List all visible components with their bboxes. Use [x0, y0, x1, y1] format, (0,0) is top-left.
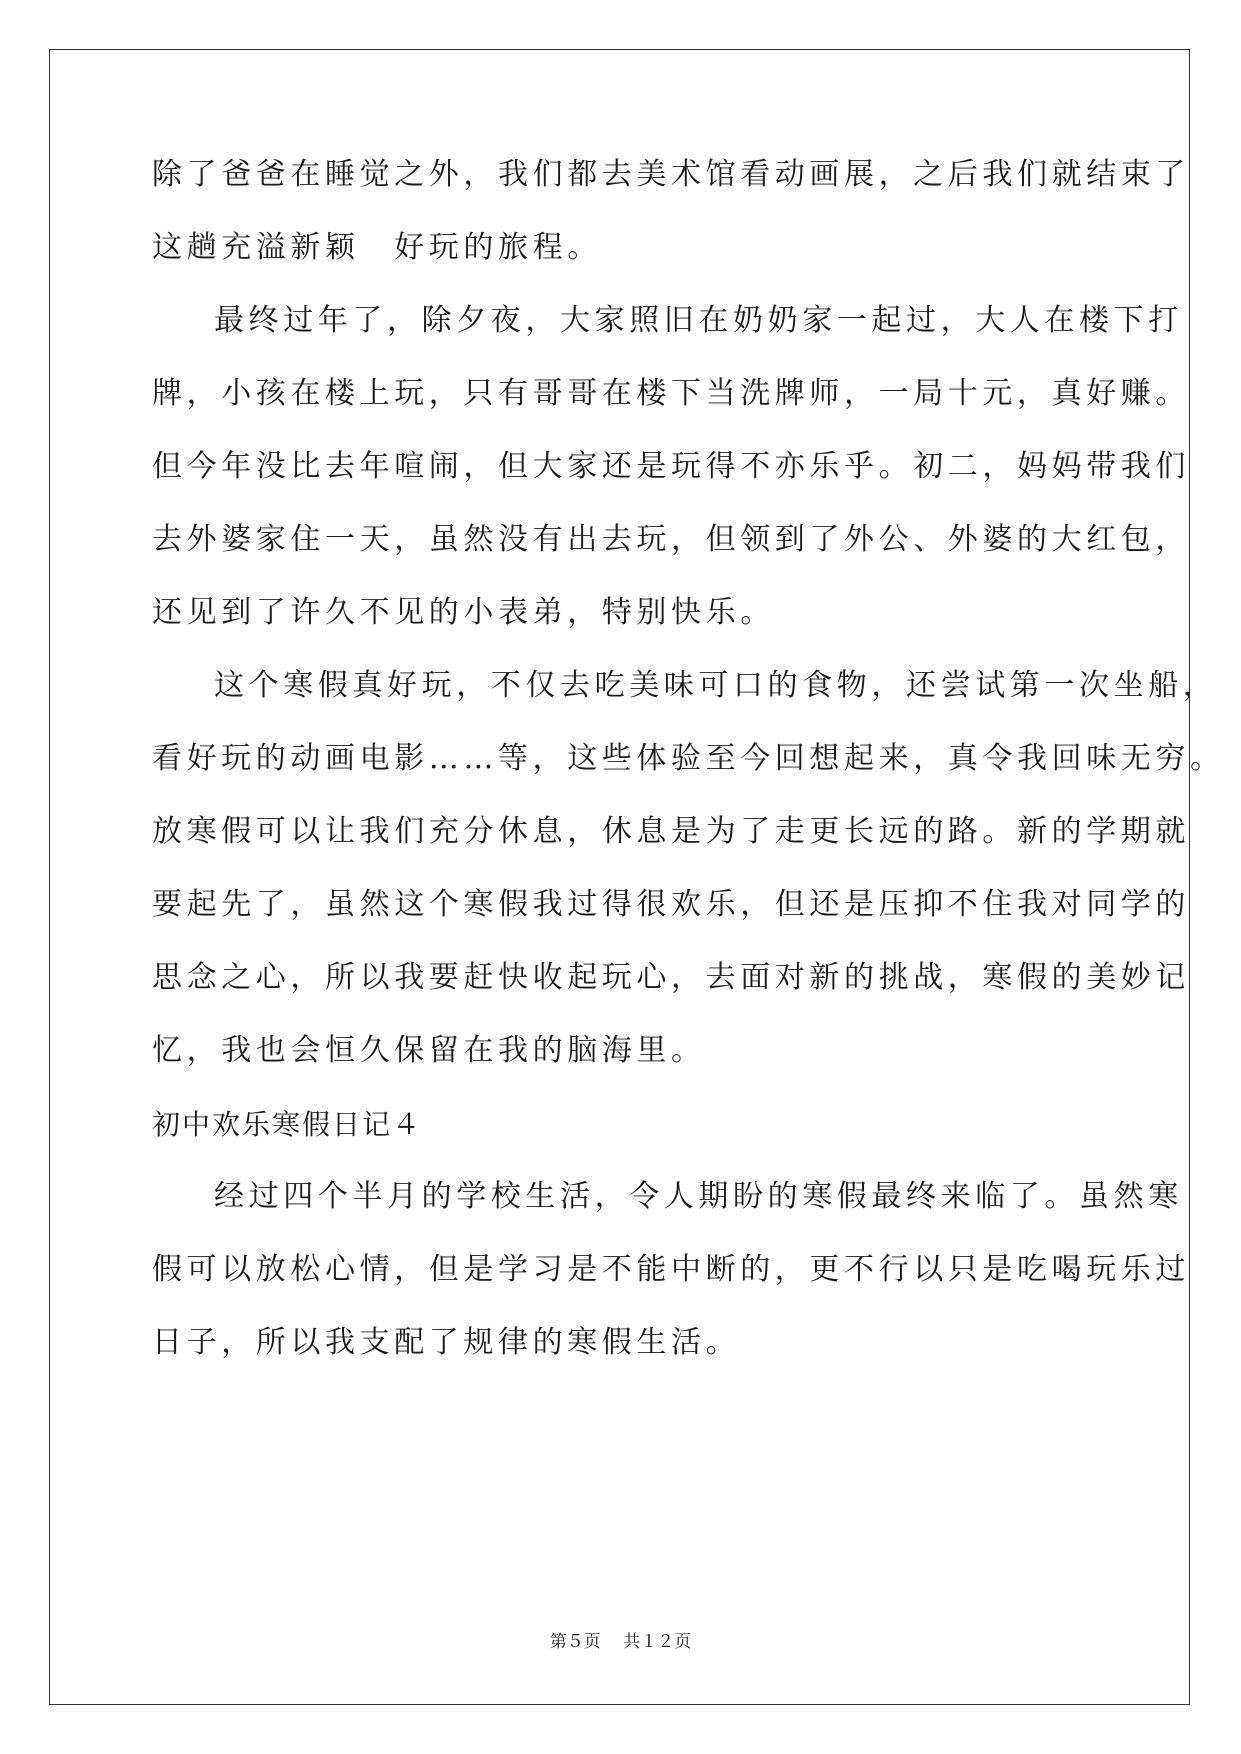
text-line: 还见到了许久不见的小表弟，特别快乐。: [152, 595, 775, 630]
paragraph-start-line: 这个寒假真好玩，不仅去吃美味可口的食物，还尝试第一次坐船，: [214, 668, 1218, 703]
text-line: 这趟充溢新颖 好玩的旅程。: [152, 230, 602, 265]
page-number-footer: 第５页 共１２页: [549, 1632, 692, 1652]
text-line: 除了爸爸在睡觉之外，我们都去美术馆看动画展，之后我们就结束了: [152, 157, 1190, 192]
text-line: 忆，我也会恒久保留在我的脑海里。: [152, 1033, 706, 1068]
paragraph-start-line: 最终过年了，除夕夜，大家照旧在奶奶家一起过，大人在楼下打: [214, 303, 1183, 338]
text-line: 牌，小孩在楼上玩，只有哥哥在楼下当洗牌师，一局十元，真好赚。: [152, 376, 1190, 411]
text-line: 思念之心，所以我要赶快收起玩心，去面对新的挑战，寒假的美妙记: [152, 960, 1190, 995]
page-border: [49, 49, 1190, 1705]
text-line: 去外婆家住一天，虽然没有出去玩，但领到了外公、外婆的大红包，: [152, 522, 1190, 557]
text-line: 日子，所以我支配了规律的寒假生活。: [152, 1325, 741, 1360]
text-line: 假可以放松心情，但是学习是不能中断的，更不行以只是吃喝玩乐过: [152, 1252, 1190, 1287]
text-line: 要起先了，虽然这个寒假我过得很欢乐，但还是压抑不住我对同学的: [152, 887, 1190, 922]
text-line: 放寒假可以让我们充分休息，休息是为了走更长远的路。新的学期就: [152, 814, 1190, 849]
section-heading: 初中欢乐寒假日记４: [152, 1108, 423, 1141]
paragraph-start-line: 经过四个半月的学校生活，令人期盼的寒假最终来临了。虽然寒: [214, 1179, 1183, 1214]
text-line: 看好玩的动画电影……等，这些体验至今回想起来，真令我回味无穷。: [152, 741, 1225, 776]
text-line: 但今年没比去年喧闹，但大家还是玩得不亦乐乎。初二，妈妈带我们: [152, 449, 1190, 484]
